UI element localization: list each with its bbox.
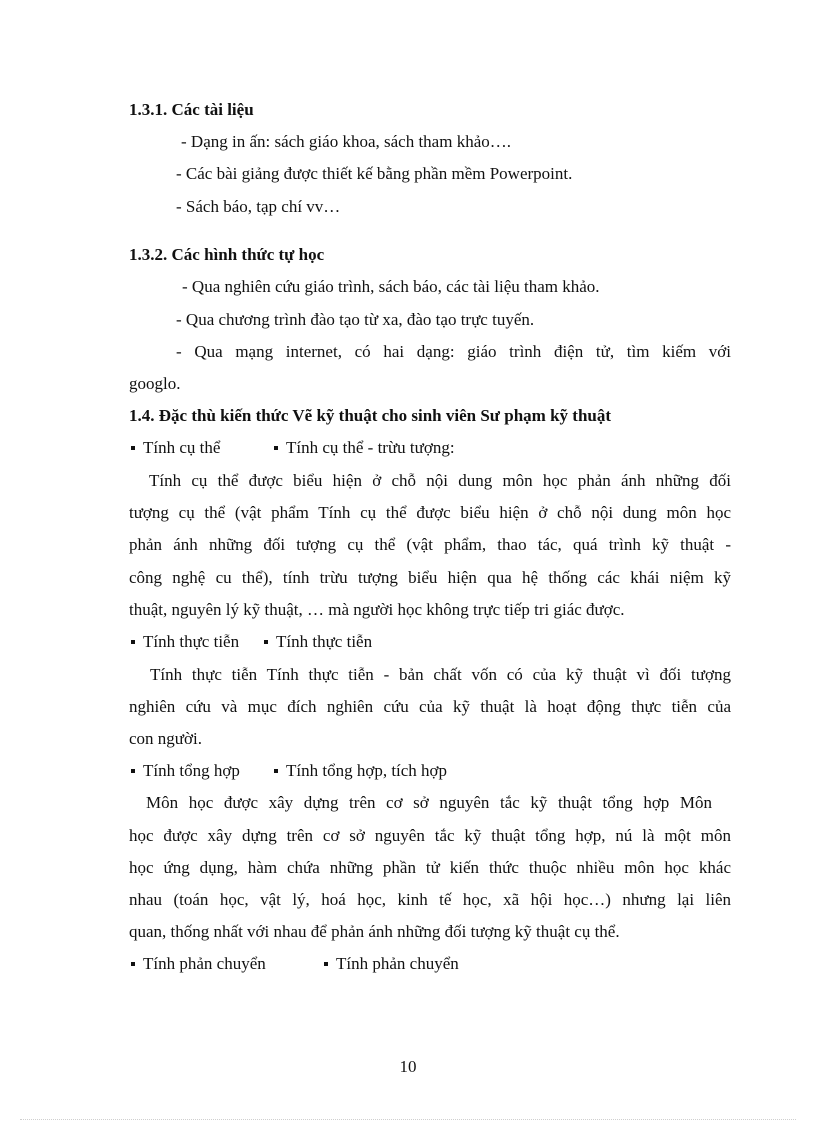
paragraph-line: nhau (toán học, vật lý, hoá học, kinh tế học, xã hội học…) nhưng lại liên (129, 890, 731, 909)
bullet-label: Tính thực tiễn (143, 632, 240, 651)
bullet-label: Tính thực tiễn (276, 632, 373, 651)
bullet-marker (274, 769, 278, 773)
bullet-item (274, 437, 455, 459)
page-bottom-border (20, 1119, 796, 1120)
bullet-marker (274, 446, 278, 450)
paragraph-line: học ứng dụng, hàm chứa những phần tử kiến thức thuộc nhiều môn học khác (129, 858, 731, 877)
paragraph-line: quan, thống nhất với nhau để phản ánh những đối tượng kỹ thuật cụ thể. (129, 922, 620, 941)
paragraph-line: googlo. (129, 374, 181, 393)
paragraph-line: thuật, nguyên lý kỹ thuật, … mà người học không trực tiếp tri giác được. (129, 600, 625, 619)
bullet-label: Tính phản chuyển (143, 954, 266, 973)
list-item: - Dạng in ấn: sách giáo khoa, sách tham khảo…. (181, 132, 511, 151)
list-item: - Các bài giảng được thiết kế bằng phần mềm Powerpoint. (176, 164, 573, 183)
heading-1-3-2: 1.3.2. Các hình thức tự học (129, 245, 325, 264)
bullet-marker (131, 446, 135, 450)
paragraph-line: Tính cụ thể được biểu hiện ở chỗ nội dung môn học phản ánh những đối (149, 471, 731, 490)
list-item: - Qua chương trình đào tạo từ xa, đào tạo trực tuyến. (176, 310, 535, 329)
paragraph-line: học được xây dựng trên cơ sở nguyên tắc kỹ thuật tổng hợp, nú là một môn (129, 826, 731, 845)
list-item: - Qua nghiên cứu giáo trình, sách báo, các tài liệu tham khảo. (182, 277, 600, 296)
bullet-item (131, 631, 239, 653)
bullet-label: Tính tổng hợp (143, 761, 240, 780)
bullet-marker (131, 769, 135, 773)
bullet-marker (324, 962, 328, 966)
paragraph-line: nghiên cứu và mục đích nghiên cứu của kỹ thuật là hoạt động thực tiễn của (129, 697, 731, 716)
bullet-item (274, 760, 447, 782)
bullet-item (264, 631, 372, 653)
paragraph-line: Môn học được xây dựng trên cơ sở nguyên tắc kỹ thuật tổng hợp Môn (146, 793, 712, 812)
heading-1-3-1: 1.3.1. Các tài liệu (129, 100, 254, 119)
bullet-label: Tính cụ thể - trừu tượng: (286, 438, 455, 457)
bullet-label: Tính phản chuyển (336, 954, 459, 973)
bullet-marker (131, 640, 135, 644)
bullet-item (131, 437, 220, 459)
list-item: - Sách báo, tạp chí vv… (176, 197, 341, 216)
bullet-label: Tính tổng hợp, tích hợp (286, 761, 448, 780)
bullet-label: Tính cụ thể (143, 438, 221, 457)
paragraph-line: Tính thực tiễn Tính thực tiễn - bản chất vốn có của kỹ thuật vì đối tượng (150, 665, 731, 684)
bullet-marker (131, 962, 135, 966)
paragraph-line: công nghệ cu thể), tính trừu tượng biểu hiện qua hệ thống các khái niệm kỹ (129, 568, 731, 587)
bullet-item (324, 953, 459, 975)
bullet-marker (264, 640, 268, 644)
page-number: 10 (399, 1057, 417, 1076)
paragraph-line: - Qua mạng internet, có hai dạng: giáo trình điện tử, tìm kiếm với (176, 342, 731, 361)
paragraph-line: con người. (129, 729, 202, 748)
bullet-item (131, 953, 266, 975)
heading-1-4: 1.4. Đặc thù kiến thức Vẽ kỹ thuật cho sinh viên Sư phạm kỹ thuật (129, 406, 612, 425)
bullet-item (131, 760, 240, 782)
paragraph-line: tượng cụ thể (vật phẩm Tính cụ thể được biểu hiện ở chỗ nội dung môn học (129, 503, 731, 522)
paragraph-line: phản ánh những đối tượng cụ thể (vật phẩm, thao tác, quá trình kỹ thuật - (129, 535, 731, 554)
